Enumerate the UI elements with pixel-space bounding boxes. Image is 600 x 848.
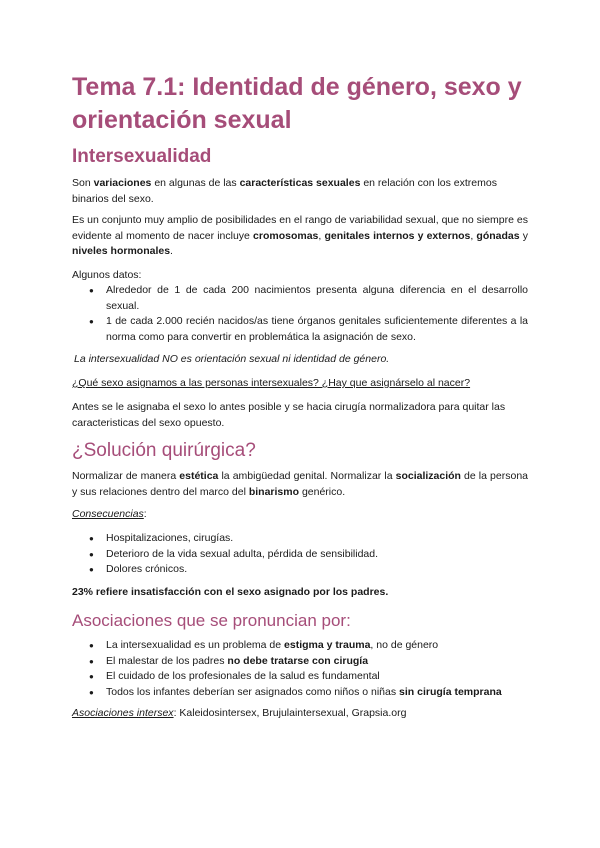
- heading-intersexualidad: Intersexualidad: [72, 146, 212, 167]
- paragraph-variability: [72, 213, 528, 260]
- associations-names: : Kaleidosintersex, Brujulaintersexual, Grapsia.org: [173, 707, 407, 719]
- heading-surgical-solution: ¿Solución quirúrgica?: [72, 440, 256, 461]
- bold-run: gónadas: [476, 229, 520, 242]
- bold-run: binarismo: [248, 485, 300, 498]
- list-item: ● Hospitalizaciones, cirugías.: [84, 531, 528, 547]
- list-item: ● 1 de cada 2.000 recién nacidos/as tiene órganos genitales suficientemente diferentes a la norma como para convertir en problemática la asignación de sexo.: [84, 314, 528, 345]
- list-item: [84, 638, 528, 654]
- associations-list: [84, 638, 528, 700]
- associations-footer: [72, 706, 528, 722]
- text-run: ,: [318, 229, 325, 242]
- consecuencias-list: [84, 531, 528, 578]
- bold-run: cromosomas: [253, 229, 319, 242]
- text-run: de la persona y sus relaciones dentro del marco del: [72, 470, 528, 498]
- bold-run: niveles hormonales: [72, 245, 171, 257]
- bold-run: características sexuales: [239, 177, 361, 189]
- bold-run: genitales internos y externos: [324, 229, 471, 242]
- bold-run: sin cirugía temprana: [399, 685, 502, 698]
- text-run: en relación con los extremos binarios del sexo.: [72, 177, 497, 205]
- datos-list: [84, 283, 528, 345]
- datos-label: Algunos datos:: [72, 269, 142, 281]
- paragraph-history: Antes se le asignaba el sexo lo antes posible y se hacia cirugía normalizadora para quitar las caracteristicas del sexo opuesto.: [72, 401, 506, 429]
- text-run: Normalizar de manera: [72, 470, 180, 482]
- bold-run: estigma y trauma: [284, 639, 371, 651]
- consecuencias-label: [72, 507, 528, 523]
- text-run: en algunas de las: [151, 177, 240, 189]
- text-run: Son: [72, 177, 94, 189]
- text-run: genérico.: [299, 485, 346, 498]
- paragraph-definition: [72, 176, 528, 207]
- text-run: y: [519, 229, 528, 242]
- bold-run: socialización: [395, 470, 461, 482]
- text-run: , no de género: [370, 639, 439, 651]
- text-run: El cuidado de los profesionales de la salud es fundamental: [106, 670, 380, 682]
- stat-text: 23% refiere insatisfacción con el sexo asignado por los padres.: [72, 586, 389, 598]
- associations-label: Asociaciones intersex: [72, 707, 174, 719]
- heading-associations: Asociaciones que se pronuncian por:: [72, 611, 351, 630]
- text-run: La intersexualidad es un problema de: [106, 639, 285, 651]
- list-item: ● Deterioro de la vida sexual adulta, pérdida de sensibilidad.: [84, 547, 528, 563]
- text-run: ,: [470, 229, 477, 242]
- list-item: [84, 669, 528, 685]
- text-run: Es un conjunto muy amplio de posibilidades en el rango de variabilidad sexual, que no siempre es evidente al momento de nacer incluye: [72, 214, 528, 242]
- text-run: .: [170, 245, 173, 257]
- text-run: Todos los infantes deberían ser asignados como niños o niñas: [106, 685, 400, 698]
- bold-run: no debe tratarse con cirugía: [227, 654, 369, 667]
- bold-run: estética: [179, 470, 219, 482]
- paragraph-normalize: [72, 469, 528, 500]
- consecuencias-colon: :: [143, 508, 147, 520]
- consecuencias-label-text: Consecuencias: [72, 508, 144, 520]
- page-title: Tema 7.1: Identidad de género, sexo y orientación sexual: [72, 73, 522, 134]
- stat-dissatisfaction: [72, 585, 528, 601]
- text-run: El malestar de los padres: [106, 654, 228, 667]
- list-item: ● Dolores crónicos.: [84, 562, 528, 578]
- list-item: [84, 685, 528, 701]
- list-item: ● Alrededor de 1 de cada 200 nacimientos presenta alguna diferencia en el desarrollo sexual.: [84, 283, 528, 314]
- list-item: [84, 654, 528, 670]
- text-run: la ambigüedad genital. Normalizar la: [218, 470, 396, 482]
- note-not-orientation: La intersexualidad NO es orientación sexual ni identidad de género.: [74, 353, 390, 365]
- question-assignment: ¿Qué sexo asignamos a las personas intersexuales? ¿Hay que asignárselo al nacer?: [72, 377, 471, 389]
- bold-run: variaciones: [93, 177, 152, 189]
